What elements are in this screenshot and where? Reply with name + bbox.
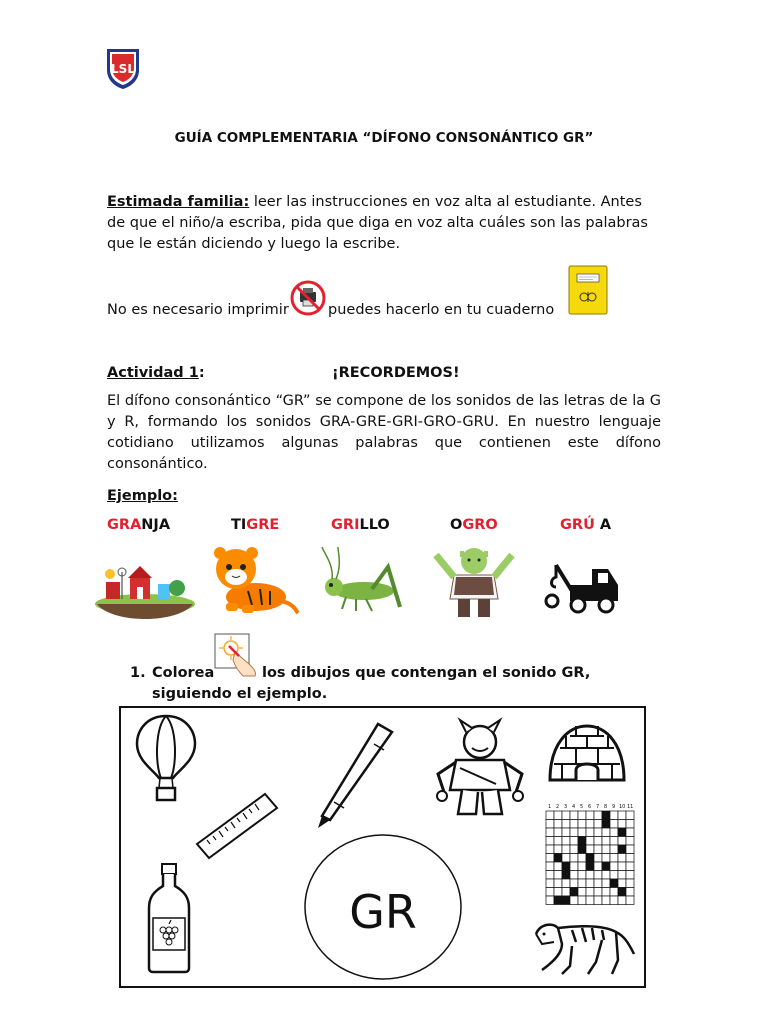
crossword-cell xyxy=(570,871,578,880)
instruction-number: 1. xyxy=(130,665,146,681)
crossword-cell xyxy=(594,871,602,880)
crossword-cell xyxy=(578,862,586,871)
crossword-cell xyxy=(618,837,626,846)
svg-text:11: 11 xyxy=(627,804,634,810)
gr-center-oval xyxy=(302,832,464,982)
crossword-cell xyxy=(610,896,618,905)
logo-letters: LSL xyxy=(111,62,135,76)
igloo-icon xyxy=(546,722,628,784)
crossword-cell xyxy=(586,879,594,888)
crossword-cell xyxy=(602,871,610,880)
crossword-cell xyxy=(610,811,618,820)
crossword-cell xyxy=(554,854,562,863)
crossword-cell xyxy=(586,888,594,897)
crossword-cell xyxy=(626,820,634,829)
crossword-cell xyxy=(602,811,610,820)
gr-center-text: GR xyxy=(349,885,417,939)
crossword-cell xyxy=(594,845,602,854)
instruction-before: Colorea xyxy=(152,665,215,681)
crossword-cell xyxy=(578,828,586,837)
example-label: Ejemplo: xyxy=(107,488,178,504)
crossword-cell xyxy=(618,828,626,837)
crossword-cell xyxy=(626,854,634,863)
crossword-cell xyxy=(546,888,554,897)
crossword-cell xyxy=(562,811,570,820)
crossword-cell xyxy=(626,828,634,837)
crossword-cell xyxy=(578,888,586,897)
crossword-cell xyxy=(562,871,570,880)
intro-label: Estimada familia: xyxy=(107,194,250,210)
crossword-cell xyxy=(562,828,570,837)
crossword-cell xyxy=(586,811,594,820)
crossword-cell xyxy=(578,845,586,854)
crossword-cell xyxy=(562,854,570,863)
crossword-cell xyxy=(554,879,562,888)
crossword-cell xyxy=(626,862,634,871)
svg-text:1: 1 xyxy=(548,804,552,810)
crossword-cell xyxy=(554,820,562,829)
tiger-icon xyxy=(208,545,300,617)
crossword-cell xyxy=(594,820,602,829)
svg-text:5: 5 xyxy=(580,804,584,810)
crossword-cell xyxy=(562,837,570,846)
grasshopper-icon xyxy=(316,545,404,617)
crossword-cell xyxy=(602,862,610,871)
crossword-cell xyxy=(586,828,594,837)
crossword-cell xyxy=(546,854,554,863)
crossword-cell xyxy=(570,888,578,897)
crossword-cell xyxy=(586,854,594,863)
tiger-outline-icon xyxy=(532,916,638,978)
crossword-cell xyxy=(626,837,634,846)
crossword-cell xyxy=(562,862,570,871)
crossword-cell xyxy=(562,820,570,829)
crossword-cell xyxy=(554,837,562,846)
svg-text:8: 8 xyxy=(604,804,608,810)
crossword-cell xyxy=(546,837,554,846)
crossword-cell xyxy=(546,879,554,888)
crossword-cell xyxy=(602,888,610,897)
activity-paragraph: El dífono consonántico “GR” se compone de los sonidos de las letras de la G y R, formando los sonidos GRA-GRE-GRI-GRO-GRU. En nuestro lenguaje cotidiano utilizamos algunas palabras que contienen este dífono consonántico. xyxy=(107,393,661,472)
crossword-cell xyxy=(578,820,586,829)
crossword-cell xyxy=(602,896,610,905)
crossword-cell xyxy=(618,820,626,829)
svg-text:3: 3 xyxy=(564,804,568,810)
crossword-cell xyxy=(570,854,578,863)
crossword-cell xyxy=(570,828,578,837)
page-title: GUÍA COMPLEMENTARIA “DÍFONO CONSONÁNTICO GR” xyxy=(174,130,594,146)
crossword-cell xyxy=(594,837,602,846)
crossword-cell xyxy=(578,871,586,880)
crossword-cell xyxy=(626,845,634,854)
crossword-cell xyxy=(610,854,618,863)
svg-text:10: 10 xyxy=(619,804,626,810)
crossword-cell xyxy=(618,845,626,854)
crossword-cell xyxy=(562,845,570,854)
crossword-cell xyxy=(554,862,562,871)
crossword-cell xyxy=(554,888,562,897)
crossword-cell xyxy=(546,811,554,820)
instruction-after: los dibujos que contengan el sonido GR, siguiendo el ejemplo. xyxy=(152,665,591,702)
svg-text:6: 6 xyxy=(588,804,592,810)
crossword-cell xyxy=(586,862,594,871)
crossword-cell xyxy=(626,811,634,820)
notebook-icon xyxy=(568,265,608,315)
svg-text:9: 9 xyxy=(612,804,616,810)
crossword-cell xyxy=(578,896,586,905)
crossword-cell xyxy=(618,811,626,820)
no-print-icon xyxy=(290,280,326,316)
ogre-outline-icon xyxy=(432,718,528,820)
activity-label: Actividad 1 xyxy=(107,365,199,381)
crossword-cell xyxy=(626,879,634,888)
crossword-cell xyxy=(546,820,554,829)
crossword-cell xyxy=(586,845,594,854)
crossword-cell xyxy=(570,879,578,888)
crossword-cell xyxy=(578,879,586,888)
crossword-cell xyxy=(570,837,578,846)
crossword-cell xyxy=(594,879,602,888)
crossword-cell xyxy=(546,896,554,905)
svg-text:2: 2 xyxy=(556,804,560,810)
activity-heading: ¡RECORDEMOS! xyxy=(332,365,460,381)
crossword-cell xyxy=(618,871,626,880)
crossword-cell xyxy=(602,879,610,888)
crossword-cell xyxy=(610,837,618,846)
crossword-cell xyxy=(618,862,626,871)
crossword-cell xyxy=(594,811,602,820)
crossword-cell xyxy=(586,837,594,846)
crossword-cell xyxy=(618,896,626,905)
crossword-cell xyxy=(578,811,586,820)
intro-paragraph xyxy=(107,192,662,255)
svg-text:7: 7 xyxy=(596,804,600,810)
crossword-cell xyxy=(610,888,618,897)
crossword-cell xyxy=(626,871,634,880)
ogre-icon xyxy=(432,545,516,623)
crossword-cell xyxy=(562,896,570,905)
activity-label-line xyxy=(107,363,205,384)
tow-truck-icon xyxy=(542,555,622,617)
crossword-cell xyxy=(610,820,618,829)
crossword-cell xyxy=(626,888,634,897)
crossword-cell xyxy=(602,828,610,837)
crossword-cell xyxy=(554,845,562,854)
crossword-cell xyxy=(546,871,554,880)
crossword-cell xyxy=(570,845,578,854)
crossword-cell xyxy=(546,828,554,837)
crossword-cell xyxy=(610,828,618,837)
crossword-cell xyxy=(618,888,626,897)
pen-icon xyxy=(316,720,398,830)
crossword-cell xyxy=(594,828,602,837)
crossword-cell xyxy=(570,862,578,871)
crossword-cell xyxy=(570,820,578,829)
crossword-cell xyxy=(578,854,586,863)
crossword-cell xyxy=(610,871,618,880)
crossword-cell xyxy=(610,879,618,888)
example-word-grua: GRÚ A xyxy=(560,517,612,533)
crossword-cell xyxy=(562,879,570,888)
crossword-cell xyxy=(570,811,578,820)
crossword-cell xyxy=(554,896,562,905)
crossword-cell xyxy=(554,828,562,837)
crossword-cell xyxy=(594,896,602,905)
activity-colon: : xyxy=(198,365,205,381)
crossword-cell xyxy=(554,811,562,820)
example-word-granja: GRANJA xyxy=(107,517,171,533)
crossword-cell xyxy=(586,820,594,829)
crossword-cell xyxy=(554,871,562,880)
crossword-cell xyxy=(618,854,626,863)
crossword-icon xyxy=(538,802,640,906)
crossword-cell xyxy=(594,854,602,863)
svg-text:4: 4 xyxy=(572,804,576,810)
crossword-cell xyxy=(618,879,626,888)
crossword-cell xyxy=(546,862,554,871)
hot-air-balloon-icon xyxy=(135,714,197,802)
crossword-cell xyxy=(586,871,594,880)
crossword-cell xyxy=(586,896,594,905)
crossword-cell xyxy=(594,862,602,871)
crossword-cell xyxy=(610,862,618,871)
crossword-cell xyxy=(602,837,610,846)
crossword-cell xyxy=(626,896,634,905)
crossword-cell xyxy=(602,854,610,863)
print-note-after: puedes hacerlo en tu cuaderno xyxy=(328,302,555,318)
crossword-cell xyxy=(594,888,602,897)
example-word-tigre: TIGRE xyxy=(231,517,280,533)
school-logo xyxy=(106,48,140,90)
example-word-ogro: OGRO xyxy=(450,517,498,533)
print-note-before: No es necesario imprimir xyxy=(107,302,289,318)
ruler-icon xyxy=(195,790,281,862)
bottle-icon xyxy=(145,862,193,974)
crossword-cell xyxy=(602,845,610,854)
crossword-cell xyxy=(610,845,618,854)
crossword-cell xyxy=(602,820,610,829)
crossword-cell xyxy=(578,837,586,846)
crossword-cell xyxy=(546,845,554,854)
example-word-grillo: GRILLO xyxy=(331,517,390,533)
crossword-cell xyxy=(562,888,570,897)
crossword-cell xyxy=(570,896,578,905)
intro-text: leer las instrucciones en voz alta al estudiante. Antes de que el niño/a escriba, pida que diga en voz alta cuáles son las palabras que le están diciendo y luego la escribe. xyxy=(107,194,648,252)
farm-icon xyxy=(92,552,198,624)
